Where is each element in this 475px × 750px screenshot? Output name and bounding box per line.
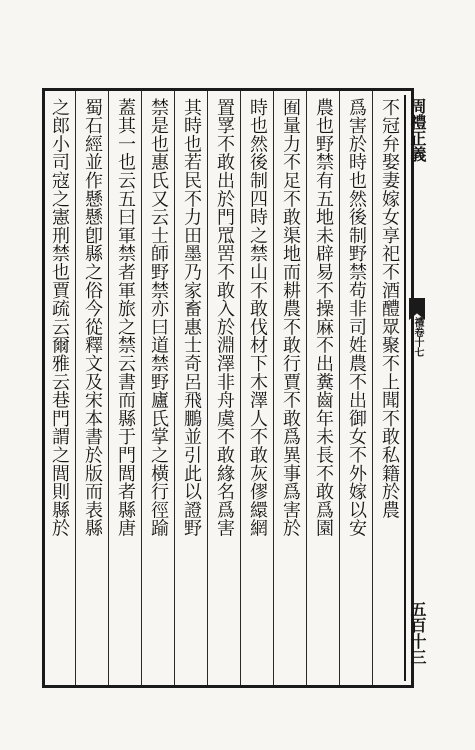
column-divider bbox=[174, 91, 175, 685]
column-divider bbox=[339, 91, 340, 685]
column-divider bbox=[141, 91, 142, 685]
page-number: 五百十三 bbox=[408, 601, 427, 665]
text-column-1: 不冠弁娶妻嫁女享祀不酒醴眾聚不上聞不敢私籍於農 bbox=[379, 98, 400, 519]
volume-label: 禮卷十七 bbox=[412, 317, 423, 357]
text-column-11: 之郎小司寇之憲刑禁也賈疏云爾雅云巷門謂之閭則縣於 bbox=[49, 98, 70, 538]
column-divider bbox=[75, 91, 76, 685]
text-column-7: 其時也若民不力田墨乃家畜惠士奇呂飛鵬並引此以證野 bbox=[181, 98, 202, 538]
column-divider bbox=[306, 91, 307, 685]
text-column-5: 時也然後制四時之禁山不敢伐材下木澤人不敢灰僇繯網 bbox=[247, 98, 268, 538]
column-divider bbox=[273, 91, 274, 685]
text-column-4: 囿量力不足不敢渠地而耕農不敢行賈不敢爲異事爲害於 bbox=[280, 98, 301, 538]
column-divider bbox=[372, 91, 373, 685]
page-margin-column bbox=[407, 98, 427, 683]
column-divider bbox=[108, 91, 109, 685]
text-column-6: 置罦不敢出於門罛罟不敢入於淵澤非舟虞不敢緣名爲害 bbox=[214, 98, 235, 538]
text-column-3: 農也野禁有五地未辟易不操麻不出糞齒年未長不敢爲園 bbox=[313, 98, 334, 538]
text-column-2: 爲害於時也然後制野禁苟非司姓農不出御女不外嫁以安 bbox=[346, 98, 367, 538]
margin-rule bbox=[404, 95, 406, 681]
text-column-8: 禁是也惠氏又云士師野禁亦曰道禁野廬氏掌之橫行徑踰 bbox=[148, 98, 169, 538]
text-column-9: 蓋其一也云五曰軍禁者軍旅之禁云書而縣于門閭者縣唐 bbox=[115, 98, 136, 538]
text-column-10: 蜀石經並作懸懸卽縣之俗今從釋文及宋本書於版而表縣 bbox=[82, 98, 103, 538]
column-divider bbox=[240, 91, 241, 685]
column-divider bbox=[207, 91, 208, 685]
book-title: 周禮正義 bbox=[408, 98, 427, 162]
